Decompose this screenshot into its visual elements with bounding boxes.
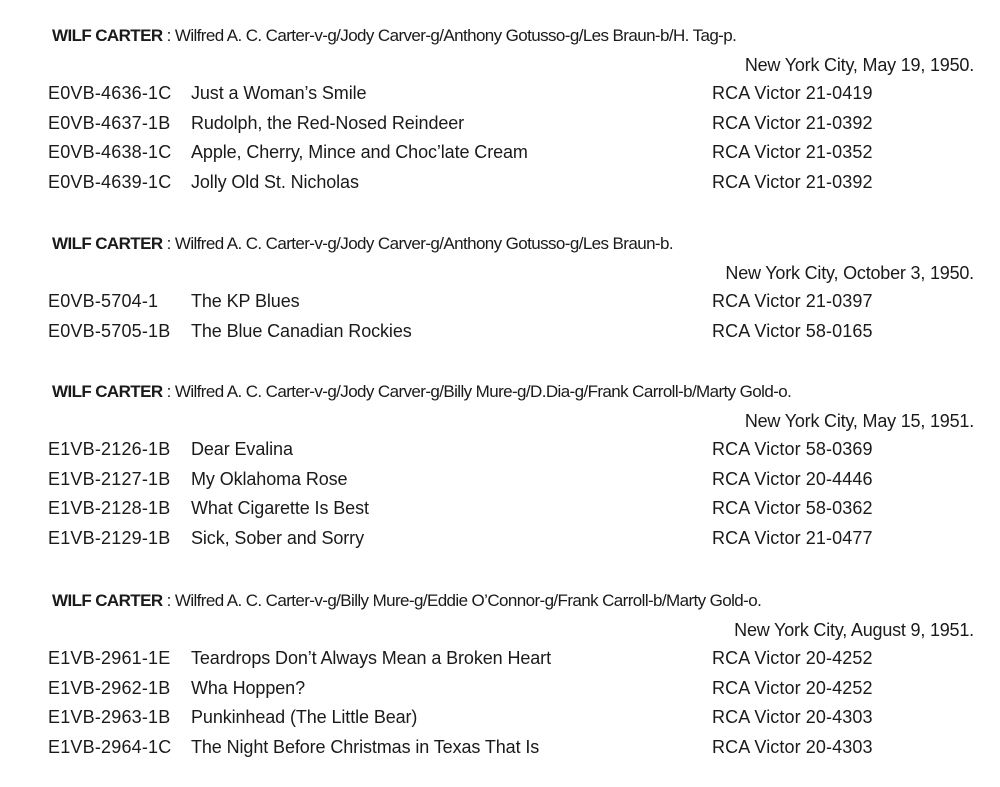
track-row [0, 737, 1000, 767]
track-title: What Cigarette Is Best [191, 498, 369, 518]
header-separator: : [162, 591, 175, 610]
track-row [0, 291, 1000, 321]
track-row [0, 321, 1000, 351]
record-label: RCA Victor 20-4252 [712, 678, 873, 698]
matrix-number: E0VB-4639-1C [48, 172, 172, 192]
artist-name: WILF CARTER [52, 234, 163, 253]
record-label: RCA Victor 21-0397 [712, 291, 873, 311]
track-title: Rudolph, the Red-Nosed Reindeer [191, 113, 465, 133]
matrix-number: E1VB-2127-1B [48, 469, 171, 489]
matrix-number: E1VB-2962-1B [48, 678, 171, 698]
track-row [0, 528, 1000, 558]
matrix-number: E1VB-2961-1E [48, 648, 171, 668]
record-label: RCA Victor 21-0419 [712, 83, 873, 103]
track-row [0, 83, 1000, 113]
matrix-number: E1VB-2129-1B [48, 528, 171, 548]
record-label: RCA Victor 21-0477 [712, 528, 873, 548]
track-title: Wha Hoppen? [191, 678, 305, 698]
matrix-number: E1VB-2126-1B [48, 439, 171, 459]
session-header [52, 591, 761, 611]
session-location-date: New York City, August 9, 1951. [734, 620, 974, 640]
record-label: RCA Victor 21-0392 [712, 113, 873, 133]
track-row [0, 707, 1000, 737]
record-label: RCA Victor 21-0392 [712, 172, 873, 192]
session-header [52, 26, 736, 46]
artist-name: WILF CARTER [52, 382, 163, 401]
record-label: RCA Victor 20-4446 [712, 469, 873, 489]
record-label: RCA Victor 20-4303 [712, 737, 873, 757]
session-header [52, 382, 791, 402]
track-title: Punkinhead (The Little Bear) [191, 707, 418, 727]
record-label: RCA Victor 20-4303 [712, 707, 873, 727]
matrix-number: E1VB-2964-1C [48, 737, 172, 757]
record-label: RCA Victor 58-0165 [712, 321, 873, 341]
track-row [0, 142, 1000, 172]
track-title: Jolly Old St. Nicholas [191, 172, 359, 192]
track-row [0, 469, 1000, 499]
track-row [0, 172, 1000, 202]
matrix-number: E0VB-4637-1B [48, 113, 171, 133]
matrix-number: E1VB-2963-1B [48, 707, 171, 727]
personnel-list: Wilfred A. C. Carter-v-g/Jody Carver-g/Billy Mure-g/D.Dia-g/Frank Carroll-b/Marty Gold-o. [174, 382, 792, 401]
track-title: My Oklahoma Rose [191, 469, 348, 489]
personnel-list: Wilfred A. C. Carter-v-g/Jody Carver-g/Anthony Gotusso-g/Les Braun-b/H. Tag-p. [174, 26, 737, 45]
personnel-list: Wilfred A. C. Carter-v-g/Jody Carver-g/Anthony Gotusso-g/Les Braun-b. [174, 234, 673, 253]
matrix-number: E1VB-2128-1B [48, 498, 171, 518]
session-location-date: New York City, May 15, 1951. [744, 411, 974, 431]
header-separator: : [162, 26, 175, 45]
track-title: The Blue Canadian Rockies [191, 321, 412, 341]
track-title: The KP Blues [191, 291, 300, 311]
matrix-number: E0VB-5705-1B [48, 321, 171, 341]
matrix-number: E0VB-5704-1 [48, 291, 159, 311]
personnel-list: Wilfred A. C. Carter-v-g/Billy Mure-g/Eddie O’Connor-g/Frank Carroll-b/Marty Gold-o. [174, 591, 762, 610]
record-label: RCA Victor 58-0362 [712, 498, 873, 518]
track-title: Apple, Cherry, Mince and Choc’late Cream [191, 142, 528, 162]
track-row [0, 439, 1000, 469]
record-label: RCA Victor 58-0369 [712, 439, 873, 459]
header-separator: : [162, 234, 175, 253]
track-title: Sick, Sober and Sorry [191, 528, 364, 548]
track-title: Dear Evalina [191, 439, 293, 459]
session-location-date: New York City, May 19, 1950. [744, 55, 974, 75]
matrix-number: E0VB-4638-1C [48, 142, 172, 162]
track-title: Teardrops Don’t Always Mean a Broken Heart [191, 648, 551, 668]
track-row [0, 678, 1000, 708]
session-location-date: New York City, October 3, 1950. [725, 263, 974, 283]
track-row [0, 498, 1000, 528]
artist-name: WILF CARTER [52, 26, 163, 45]
record-label: RCA Victor 20-4252 [712, 648, 873, 668]
track-title: The Night Before Christmas in Texas That Is [191, 737, 540, 757]
artist-name: WILF CARTER [52, 591, 163, 610]
session-header [52, 234, 673, 254]
record-label: RCA Victor 21-0352 [712, 142, 873, 162]
track-title: Just a Woman’s Smile [191, 83, 367, 103]
track-row [0, 113, 1000, 143]
matrix-number: E0VB-4636-1C [48, 83, 172, 103]
header-separator: : [162, 382, 175, 401]
track-row [0, 648, 1000, 678]
